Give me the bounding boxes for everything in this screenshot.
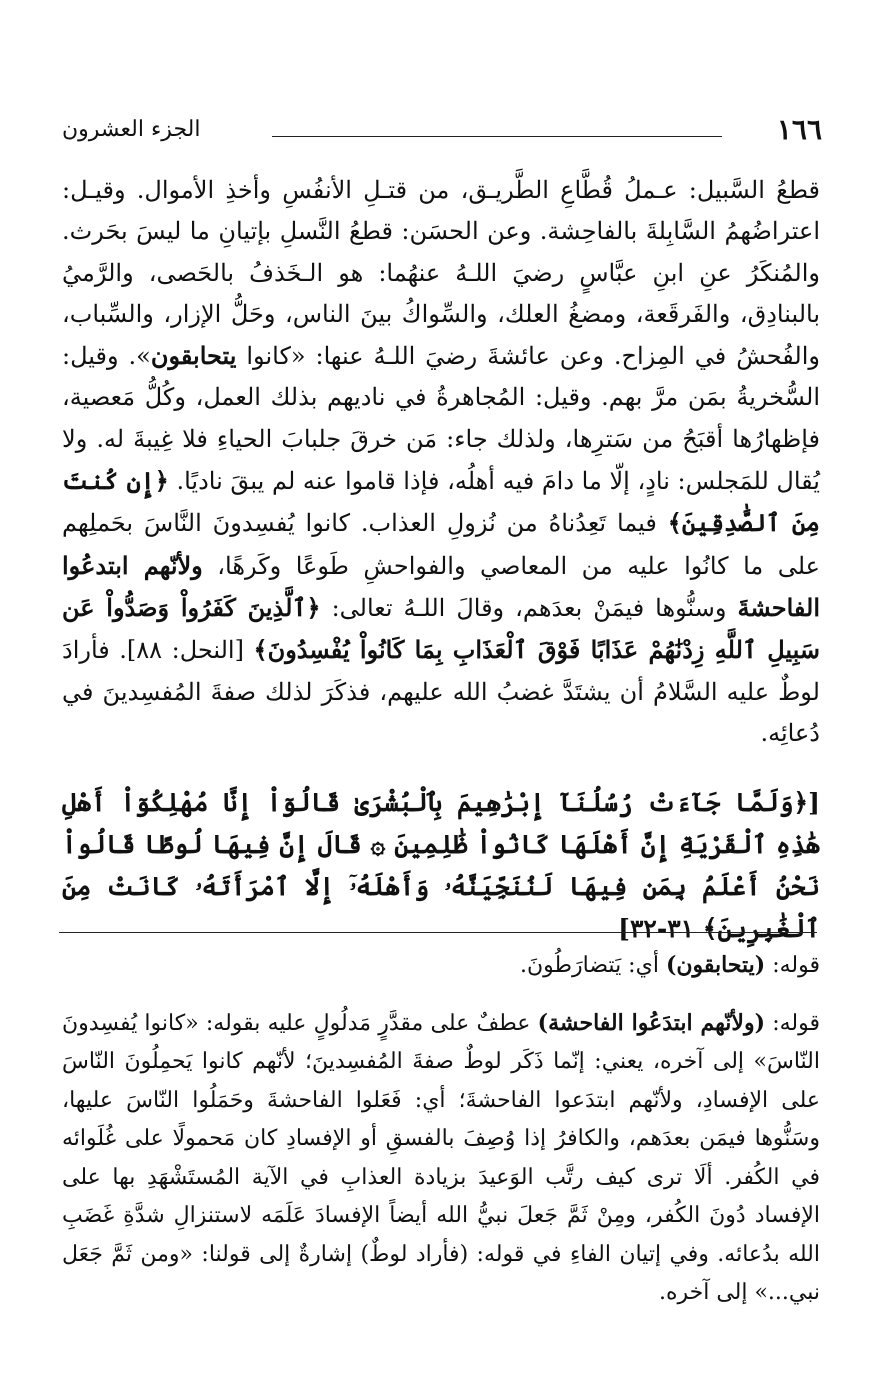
quran-quote: ﴿ٱلَّذِينَ كَفَرُواْ وَصَدُّواْ عَن سَبِيلِ ٱللَّهِ زِدْنَٰهُمْ عَذَابًا فَوْقَ ٱلْعَذَابِ بِمَا كَانُواْ يُفْسِدُونَ﴾ xyxy=(62,592,821,665)
text-segment: فيما تَعِدُناهُ من نُزولِ العذاب. كانوا يُفسِدونَ النَّاسَ بحَملِهم على ما كانُوا عليه من المعاصي والفواحشِ طَوعًا وكَرهًا، xyxy=(62,509,820,580)
bold-term: ولأنّهم ابتدعُوا الفاحشةَ xyxy=(62,550,820,622)
note-term: (ولأنّهم ابتدَعُوا الفاحشة) xyxy=(537,1009,765,1036)
text-segment: [النحل: ٨٨]. فأرادَ لوطٌ عليه السَّلامُ أن يشتَدَّ غضبُ الله عليهم، فذكَرَ لذلك صفةَ المُفسِدينَ في دُعائِه. xyxy=(62,636,820,747)
main-text xyxy=(62,170,820,754)
page-number: ١٦٦ xyxy=(776,113,822,146)
page-header xyxy=(62,112,822,152)
note-lead: قوله: xyxy=(772,953,820,978)
note-text: عطفٌ على مقدَّرٍ مَدلُولٍ عليه بقوله: «كانوا يُفسِدونَ النّاسَ» إلى آخره، يعني: إنّما ذَكَر لوطٌ صفةَ المُفسِدينَ؛ لأنّهم كانوا يَحمِلُونَ النّاسَ على الإفسادِ، ولأنّهم ابتدَعوا الفاحشةَ؛ أي: فَعَلوا الفاحشةَ وحَمَلُوا النّاسَ عليها، وسَنُّوها فيمَن بعدَهم، والكافرُ إذا وُصِفَ بالفسقِ أو الإفسادِ كان مَحمولًا على غُلَوائه في الكُفر. ألَا ترى كيف رتَّب الوَعيدَ بزيادة العذابِ في الآية المُستَشْهَدِ بها على الإفساد دُونَ الكُفر، ومِنْ ثَمَّ جَعلَ نبيُّ الله أيضاً الإفسادَ عَلَمَه لاستنزالِ شدَّةِ غَضَبِ الله بدُعائه. وفي إتيان الفاءِ في قوله: (فأراد لوطٌ) إشارةٌ إلى قولنا: «ومن ثَمَّ جَعَل نبي...» إلى آخره. xyxy=(62,1010,820,1305)
running-title: الجزء العشرون xyxy=(62,117,201,142)
note-paragraph xyxy=(62,946,820,986)
text-segment: وسنُّوها فيمَنْ بعدَهم، وقالَ اللـهُ تعالى: xyxy=(331,593,727,622)
main-paragraph xyxy=(62,170,820,754)
verse-block: [﴿وَلَمَّا جَآءَتْ رُسُلُنَآ إِبْرَٰهِيمَ بِٱلْبُشْرَىٰ قَالُوٓاْ إِنَّا مُهْلِكُوٓاْ أَهْلِ هَٰذِهِ ٱلْقَرْيَةِ إِنَّ أَهْلَهَا كَانُواْ ظَٰلِمِينَ ۞ قَالَ إِنَّ فِيهَا لُوطًا قَالُواْ نَحْنُ أَعْلَمُ بِمَن فِيهَا لَنُنَجِّيَنَّهُۥ وَأَهْلَهُۥٓ إِلَّا ٱمْرَأَتَهُۥ كَانَتْ مِنَ ٱلْغَٰبِرِينَ﴾ ٣١-٣٢] xyxy=(62,788,820,943)
spacer xyxy=(62,986,820,1004)
header-divider xyxy=(272,136,722,137)
note-term: (يتحابقون) xyxy=(665,952,766,978)
quran-quote: ﴿إِن كُنتَ مِنَ ٱلصَّٰدِقِينَ﴾ xyxy=(62,466,820,538)
note-text: أي: يَتضارَطُونَ. xyxy=(520,953,659,978)
text-segment: ». وقيل: السُّخريةُ بمَن مرَّ بهم. وقيل: المُجاهرةُ في ناديهم بذلك العمل، وكُلُّ مَعصية، فإظهارُها أقبَحُ من سَترِها، ولذلك جاء: مَن خرقَ جلبابَ الحياءِ فلا غِيبةَ له. ولا يُقال للمَجلس: نادٍ، إلّا ما دامَ فيه أهلُه، فإذا قاموا عنه لم يبقَ ناديًا. xyxy=(62,342,821,496)
footnote-divider xyxy=(59,932,817,933)
text-segment: قطعُ السَّبيل: عـملُ قُطَّاعِ الطَّريـق، من قتـلِ الأنفُسِ وأخذِ الأموال. وقيـل: اعتراضُهمُ السَّابِلةَ بالفاحِشة. وعن الحسَن: قطعُ النَّسلِ بإتيانِ ما ليسَ بحَرث. والمُنكَرُ عنِ ابنِ عبَّاسٍ رضيَ اللـهُ عنهُما: هو الـخَذفُ بالحَصى، والرَّميُ بالبنادِق، والفَرقَعة، ومضغُ العلك، والسِّواكُ بينَ الناس، وحَلُّ الإزار، والسِّباب، والفُحشُ في المِزاح. وعن عائشةَ رضيَ اللـهُ عنها: «كانوا xyxy=(62,176,820,371)
commentary xyxy=(62,946,820,1313)
note-lead: قوله: xyxy=(772,1010,821,1036)
bold-term: يتحابقون xyxy=(150,341,237,371)
note-paragraph xyxy=(62,1004,820,1313)
